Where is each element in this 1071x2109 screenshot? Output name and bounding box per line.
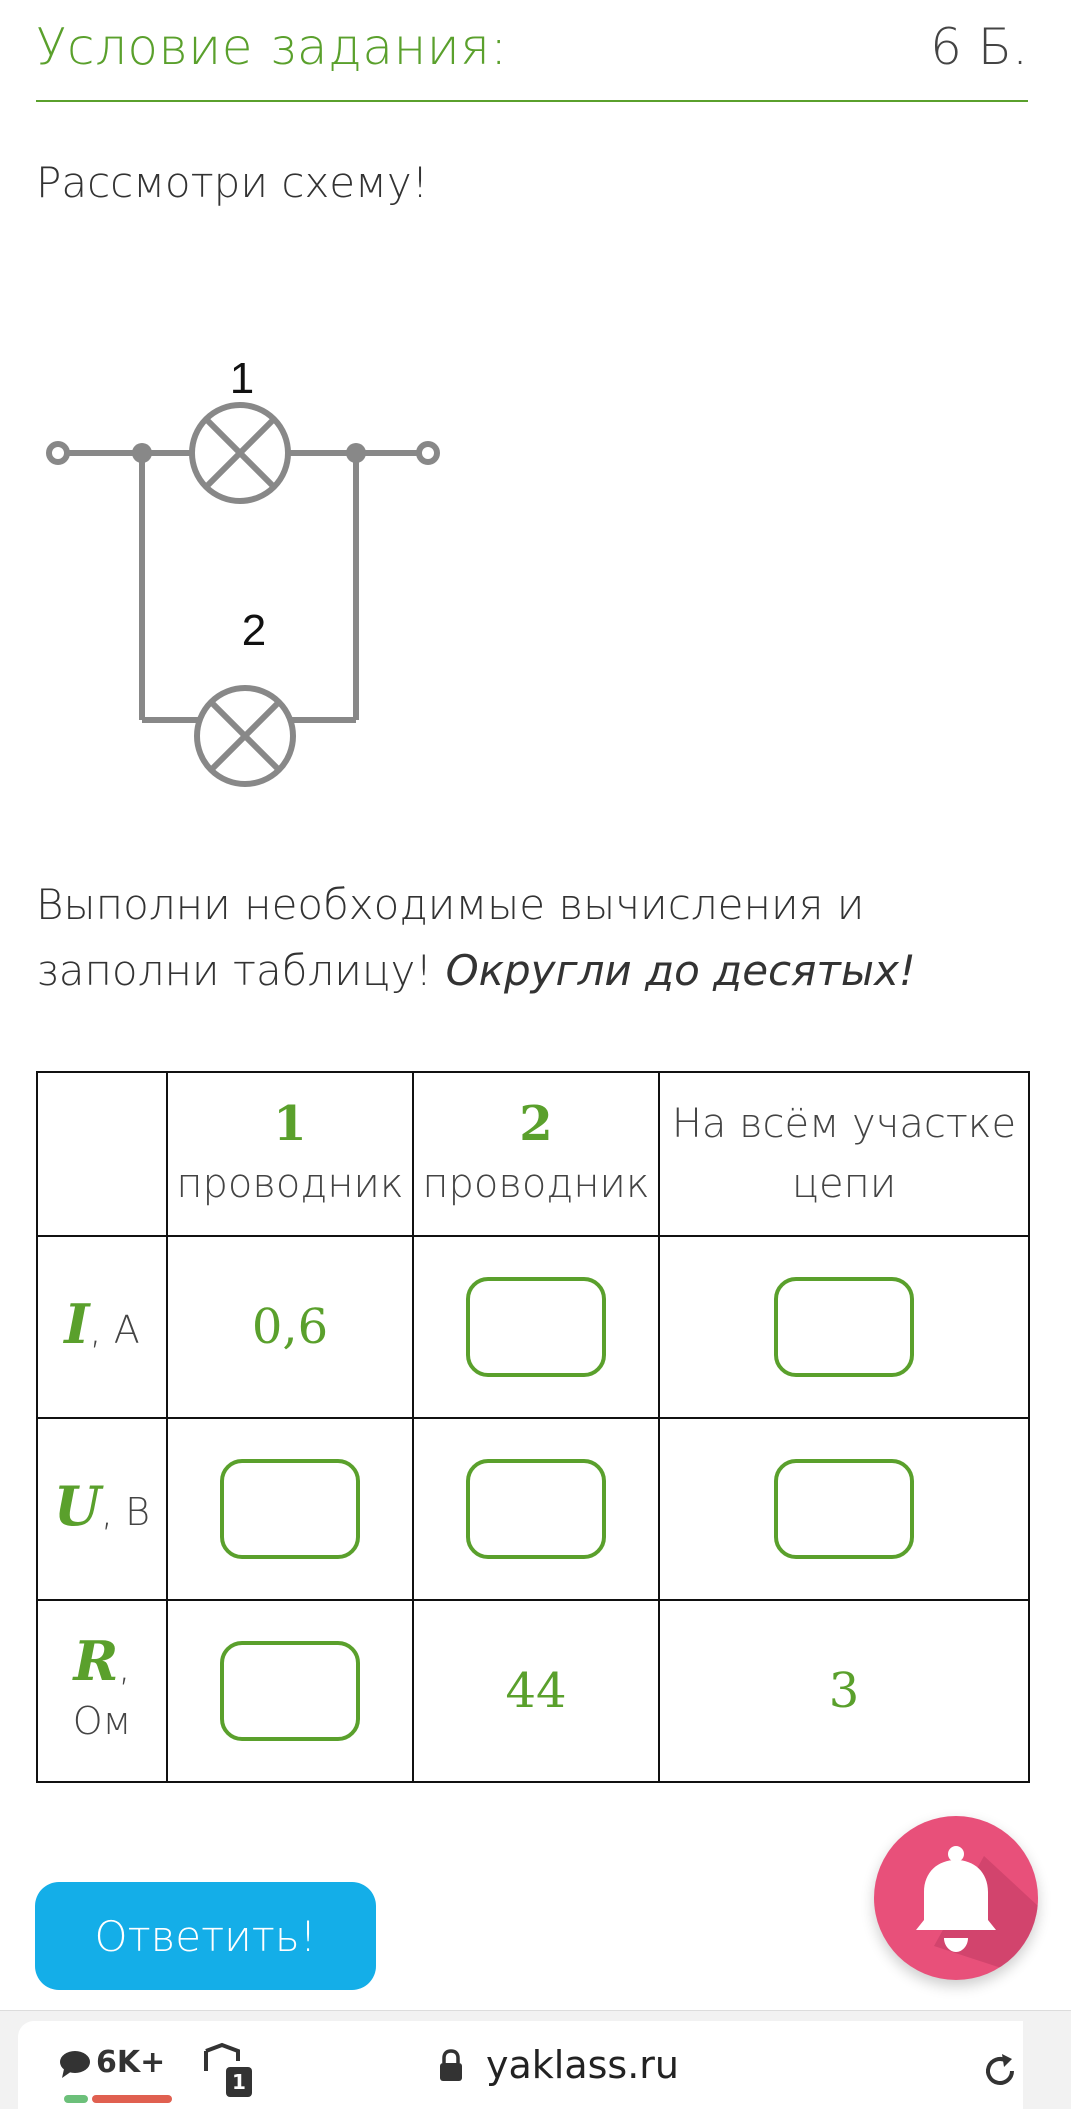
comments-bar-green (64, 2095, 88, 2103)
conductor-1-number: 1 (273, 1096, 307, 1152)
current-conductor-1-value: 0,6 (167, 1236, 413, 1418)
current-conductor-2-cell (413, 1236, 659, 1418)
conductor-2-number: 2 (519, 1096, 553, 1152)
comments-count: 6K+ (96, 2045, 166, 2080)
voltage-unit: , В (101, 1490, 151, 1534)
resistance-total-value: 3 (659, 1600, 1029, 1782)
notifications-button[interactable] (874, 1816, 1038, 1980)
current-conductor-2-input[interactable] (466, 1277, 606, 1377)
resistance-conductor-1-cell (167, 1600, 413, 1782)
task-title: Условие задания: (36, 18, 508, 76)
resistance-conductor-1-input[interactable] (220, 1641, 360, 1741)
task-header (36, 14, 1028, 102)
comments-bar-red (92, 2095, 172, 2103)
voltage-label (37, 1418, 167, 1600)
tabs-button[interactable] (200, 2041, 260, 2101)
table-header-row (37, 1072, 1029, 1236)
voltage-conductor-2-cell (413, 1418, 659, 1600)
current-symbol: I (64, 1292, 90, 1356)
current-unit: , А (89, 1308, 140, 1352)
header-empty-cell (37, 1072, 167, 1236)
lock-icon (438, 2049, 464, 2083)
resistance-label (37, 1600, 167, 1782)
junction-dot-right (346, 443, 366, 463)
resistance-symbol: R (73, 1629, 119, 1693)
comments-button[interactable] (56, 2039, 176, 2099)
header-whole-circuit: На всём участке цепи (659, 1072, 1029, 1236)
table-row-current (37, 1236, 1029, 1418)
junction-dot-left (132, 443, 152, 463)
voltage-conductor-1-input[interactable] (220, 1459, 360, 1559)
task-description (36, 872, 1036, 1004)
header-conductor-2 (413, 1072, 659, 1236)
current-total-cell (659, 1236, 1029, 1418)
task-main-text: Выполни необходимые вычисления и заполни таблицу! (36, 880, 865, 995)
conductor-2-word: проводник (422, 1161, 650, 1207)
resistance-unit: Ом (72, 1699, 132, 1743)
current-total-input[interactable] (774, 1277, 914, 1377)
bell-icon (874, 1816, 1038, 1980)
address-bar-url[interactable]: yaklass.ru (486, 2043, 680, 2087)
resistance-comma: , (118, 1645, 131, 1689)
voltage-total-input[interactable] (774, 1459, 914, 1559)
browser-toolbar (0, 2010, 1071, 2109)
circuit-diagram (44, 345, 464, 795)
lamp-2-label: 2 (241, 606, 267, 655)
resistance-conductor-2-value: 44 (413, 1600, 659, 1782)
table-row-resistance (37, 1600, 1029, 1782)
header-conductor-1 (167, 1072, 413, 1236)
speech-bubble-icon (58, 2049, 92, 2079)
task-points: 6 Б. (930, 18, 1028, 76)
lamp-1-label: 1 (229, 354, 255, 403)
voltage-symbol: U (53, 1474, 102, 1538)
table-row-voltage (37, 1418, 1029, 1600)
reload-icon[interactable] (980, 2051, 1020, 2091)
voltage-total-cell (659, 1418, 1029, 1600)
browser-toolbar-inner (18, 2021, 1023, 2109)
instruction-text: Рассмотри схему! (36, 158, 429, 207)
voltage-conductor-1-cell (167, 1418, 413, 1600)
values-table (36, 1071, 1030, 1783)
tab-count-badge: 1 (226, 2067, 252, 2097)
conductor-1-word: проводник (176, 1161, 404, 1207)
current-label (37, 1236, 167, 1418)
task-rounding-note: Округли до десятых! (445, 946, 916, 995)
voltage-conductor-2-input[interactable] (466, 1459, 606, 1559)
submit-answer-button[interactable]: Ответить! (35, 1882, 376, 1990)
